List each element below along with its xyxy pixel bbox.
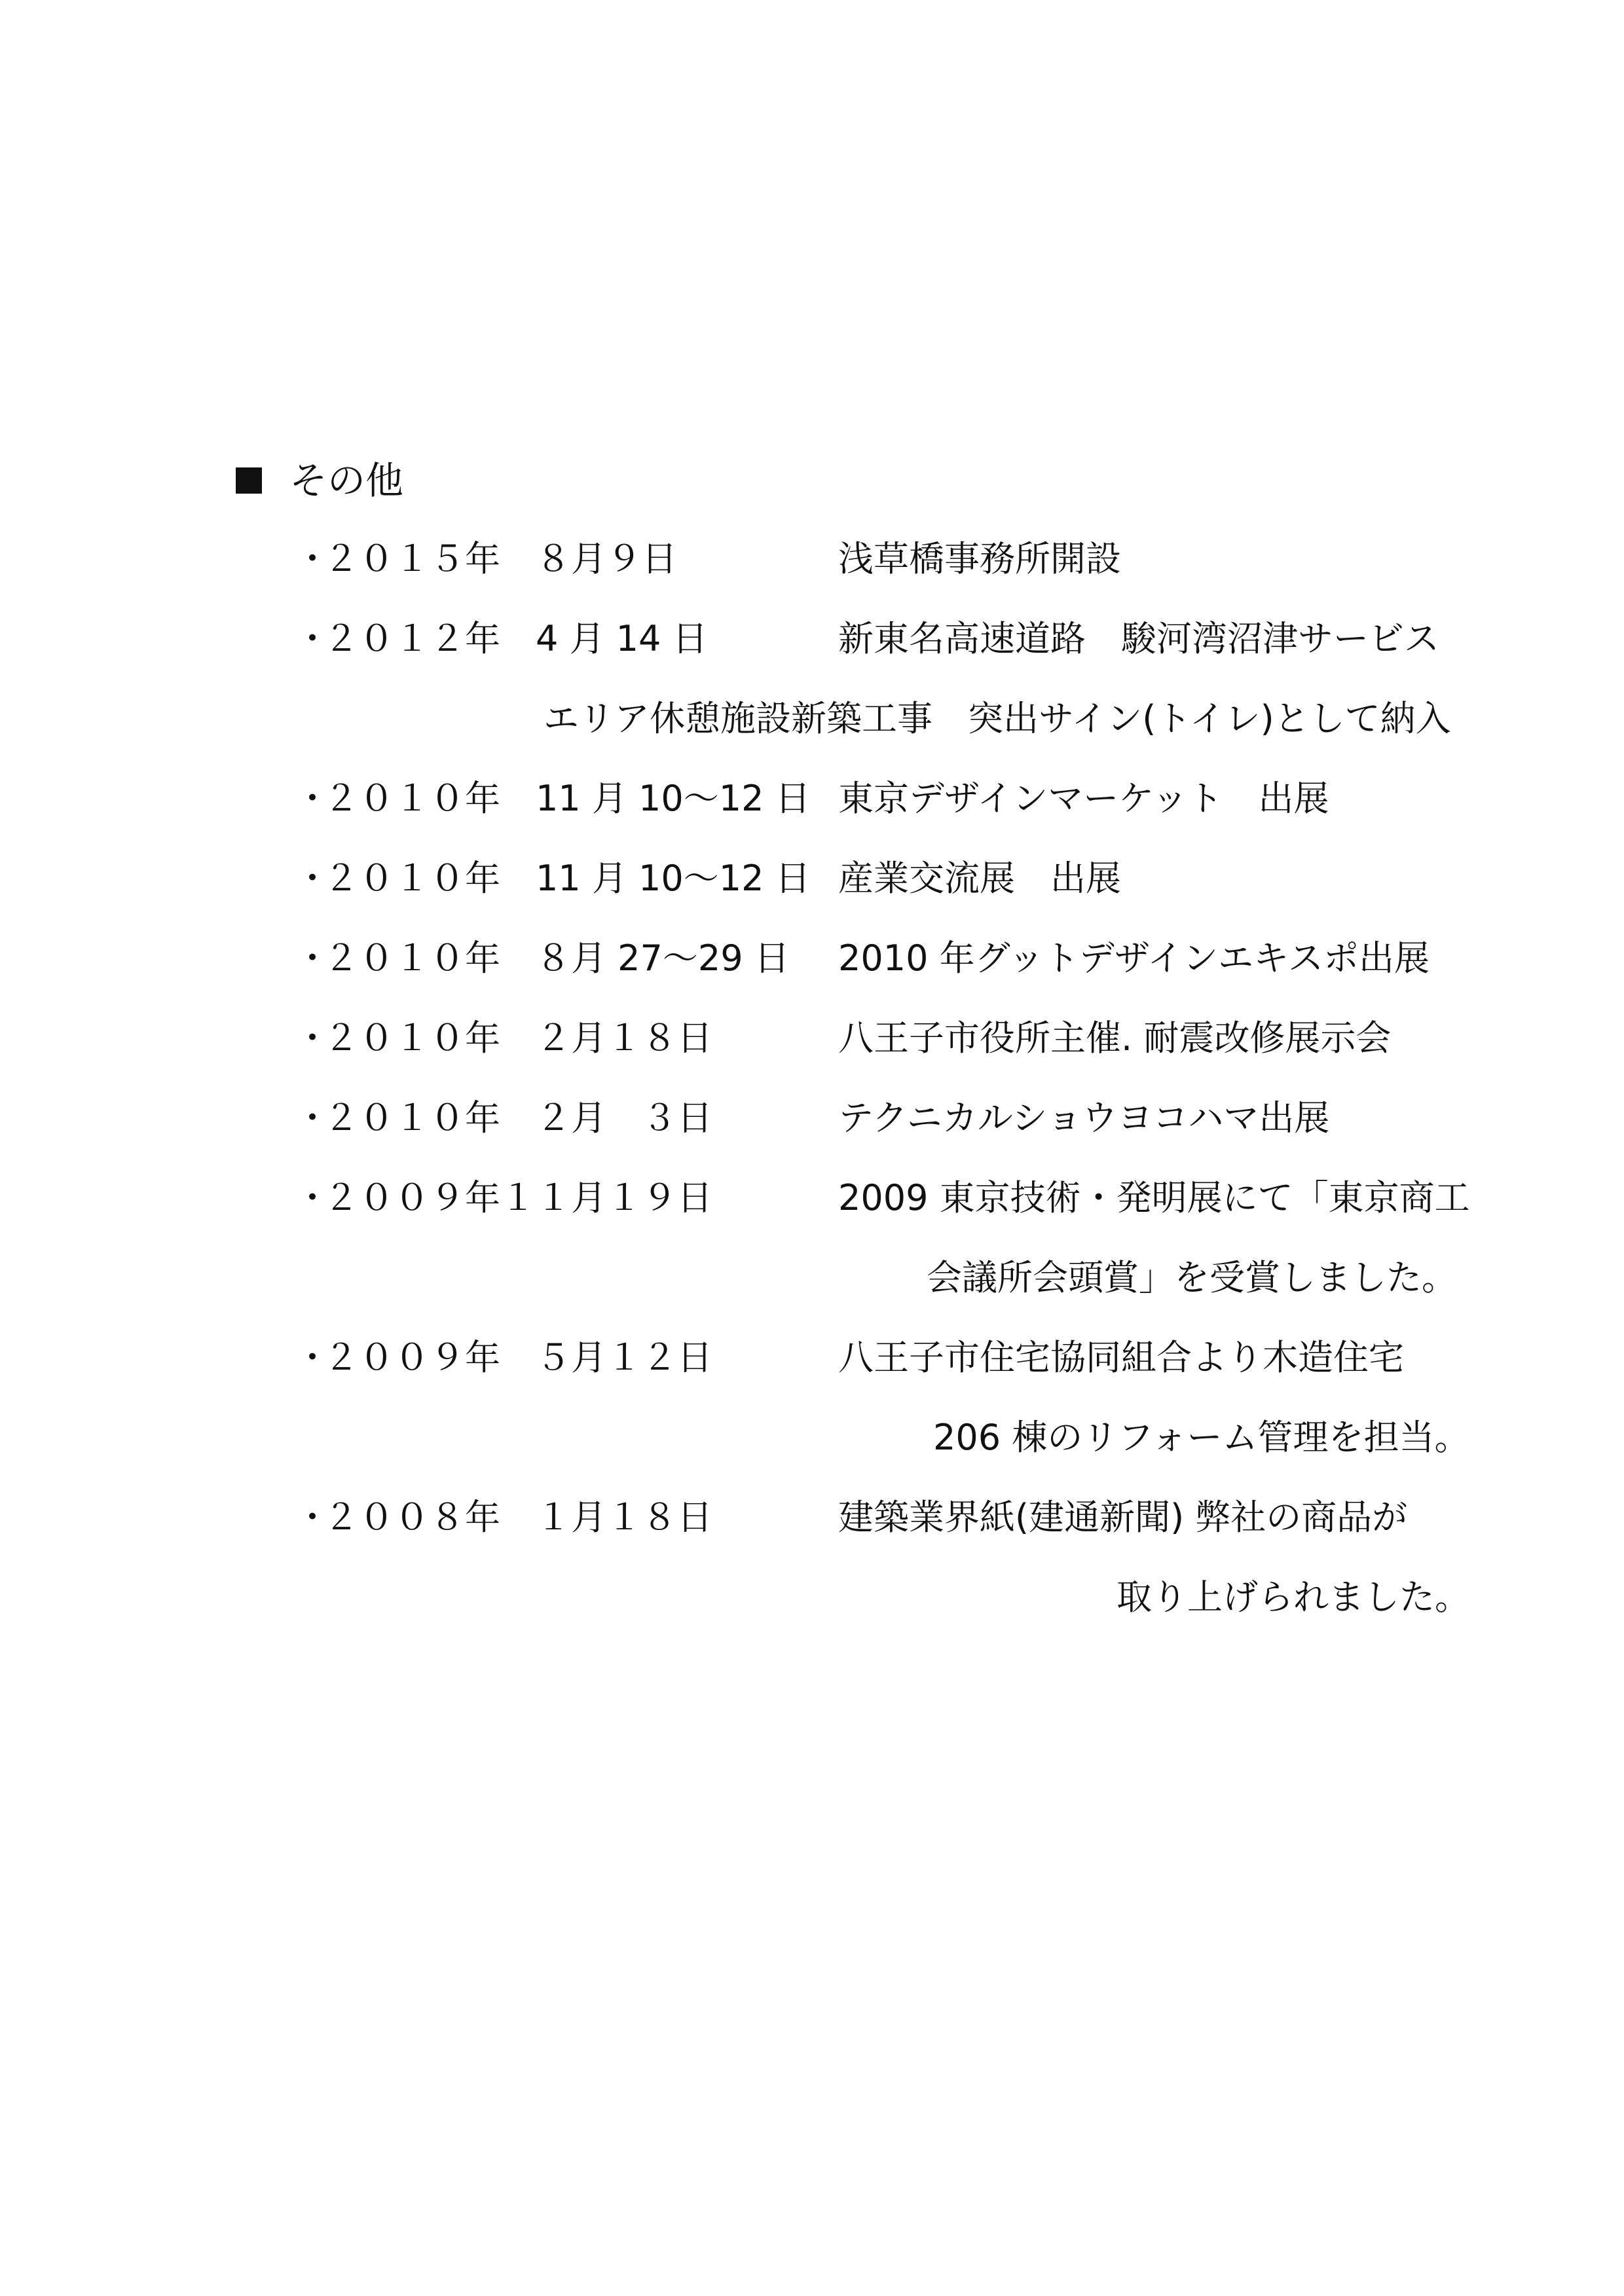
entry-description: 八王子市住宅協同組合より木造住宅: [838, 1337, 1404, 1378]
entry-date: ２００９年 ５月１２日: [323, 1337, 712, 1378]
entry-date: ２０１０年 11 月 10～12 日: [323, 858, 811, 899]
entry-description: 2009 東京技術・発明展にて「東京商工: [838, 1177, 1470, 1218]
list-item: [295, 859, 1526, 939]
list-item: [295, 939, 1526, 1019]
bullet: ・: [295, 1017, 330, 1059]
entry-description: 八王子市役所主催. 耐震改修展示会: [838, 1017, 1392, 1059]
entry-continuation: エリア休憩施設新築工事 突出サイン(トイレ)として納入: [544, 698, 1451, 739]
entry-description: テクニカルショウヨコハマ出展: [838, 1097, 1330, 1139]
bullet: ・: [295, 1337, 330, 1378]
entry-date: ２０１０年 11 月 10～12 日: [323, 778, 811, 819]
bullet: ・: [295, 858, 330, 899]
section-title: その他: [289, 458, 404, 503]
entry-date: ２０１０年 ８月 27～29 日: [323, 938, 790, 979]
bullet: ・: [295, 618, 330, 659]
bullet: ・: [295, 1497, 330, 1538]
entry-continuation: 取り上げられました。: [1116, 1576, 1470, 1618]
entry-description: 建築業界紙(建通新聞) 弊社の商品が: [838, 1497, 1408, 1538]
entry-description: 産業交流展 出展: [838, 858, 1121, 899]
entry-description: 新東名高速道路 駿河湾沼津サービス: [838, 618, 1439, 659]
black-square-icon: [236, 467, 262, 494]
bullet: ・: [295, 778, 330, 819]
entry-continuation: 会議所会頭賞」を受賞しました。: [927, 1257, 1457, 1298]
bullet: ・: [295, 938, 330, 979]
list-item: [295, 1498, 1526, 1658]
event-list: [295, 539, 1526, 1658]
list-item: [295, 1338, 1526, 1498]
bullet: ・: [295, 538, 330, 579]
entry-description: 東京デザインマーケット 出展: [838, 778, 1329, 819]
entry-date: ２０１０年 ２月１８日: [323, 1017, 712, 1059]
entry-description: 2010 年グットデザインエキスポ出展: [838, 938, 1430, 979]
entry-date: ２００８年 １月１８日: [323, 1497, 712, 1538]
list-item: [295, 539, 1526, 619]
entry-date: ２０１２年 4 月 14 日: [323, 618, 708, 659]
entry-date: ２０１０年 ２月 ３日: [323, 1097, 712, 1139]
entry-date: ２００９年１１月１９日: [323, 1177, 712, 1218]
entry-description: 浅草橋事務所開設: [838, 538, 1121, 579]
list-item: [295, 1178, 1526, 1338]
entry-date: ２０１５年 ８月９日: [323, 538, 677, 579]
list-item: [295, 779, 1526, 859]
list-item: [295, 1019, 1526, 1099]
entry-continuation: 206 棟のリフォーム管理を担当。: [933, 1417, 1470, 1458]
bullet: ・: [295, 1177, 330, 1218]
list-item: [295, 1099, 1526, 1178]
bullet: ・: [295, 1097, 330, 1139]
list-item: [295, 619, 1526, 779]
section-heading: [236, 458, 404, 503]
